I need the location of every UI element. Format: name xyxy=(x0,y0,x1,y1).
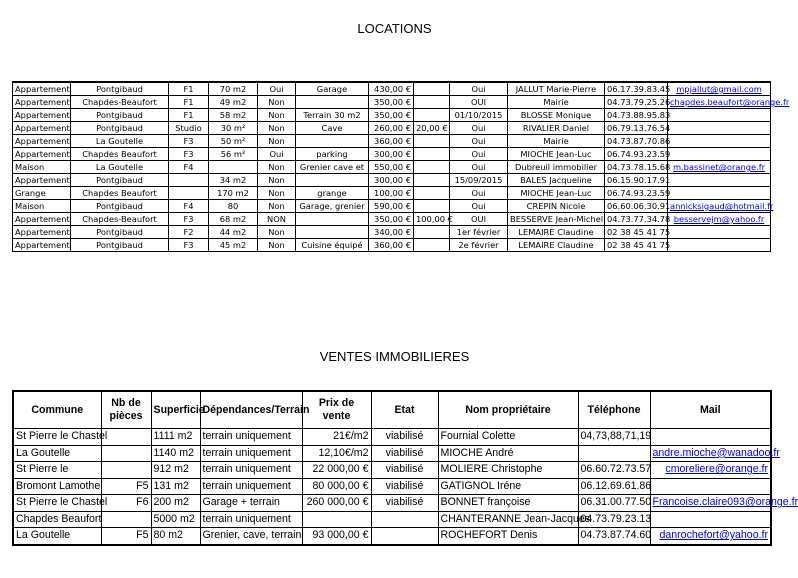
cell-phone: 06.31.00.77.50 xyxy=(578,495,650,512)
cell-furnished: Non xyxy=(258,200,296,213)
cell-commune: Bromont Lamothe xyxy=(13,478,101,495)
cell-dependencies xyxy=(296,226,369,239)
cell-rent: 340,00 € xyxy=(369,226,414,239)
cell-state: viabilisé xyxy=(371,478,438,495)
cell-phone: 06.60.72.73.57 xyxy=(578,462,650,479)
cell-owner: JALLUT Marie-Pierre xyxy=(508,82,605,96)
cell-surface: 131 m2 xyxy=(151,478,200,495)
cell-category: F2 xyxy=(169,226,209,239)
cell-email xyxy=(668,96,790,109)
cell-surface: 45 m2 xyxy=(209,239,258,252)
cell-type: Maison xyxy=(13,161,71,174)
cell-dependencies: terrain uniquement xyxy=(200,462,302,479)
cell-dependencies: Terrain 30 m2 xyxy=(296,109,369,122)
cell-commune: St Pierre le Chastel xyxy=(13,429,101,446)
cell-phone: 02 38 45 41 75 xyxy=(605,226,668,239)
cell-furnished: Non xyxy=(258,96,296,109)
cell-email xyxy=(668,200,774,213)
cell-dependencies: terrain uniquement xyxy=(200,511,302,528)
ventes-header-row xyxy=(13,391,771,429)
cell-rent: 300,00 € xyxy=(369,174,414,187)
cell-charges xyxy=(414,109,450,122)
cell-dependencies: grange xyxy=(296,187,369,200)
cell-commune: St Pierre le xyxy=(13,462,101,479)
cell-category: F3 xyxy=(169,135,209,148)
cell-availability: Oui xyxy=(450,148,508,161)
table-row xyxy=(13,226,771,239)
cell-owner: CREPIN Nicole xyxy=(508,200,605,213)
cell-email xyxy=(668,122,771,135)
cell-surface: 80 xyxy=(209,200,258,213)
column-header: Nom propriétaire xyxy=(438,391,578,429)
cell-phone: 04.73.87.74.60 xyxy=(578,528,650,545)
cell-phone: 04.73.87.70.86 xyxy=(605,135,668,148)
cell-price xyxy=(302,511,371,528)
table-row xyxy=(13,528,771,545)
cell-owner: MIOCHE André xyxy=(438,445,578,462)
cell-surface xyxy=(209,161,258,174)
cell-dependencies: Grenier, cave, terrain xyxy=(200,528,302,545)
cell-availability: Oui xyxy=(450,82,508,96)
cell-availability: OUI xyxy=(450,96,508,109)
cell-email xyxy=(650,511,771,528)
cell-surface: 49 m2 xyxy=(209,96,258,109)
email-link[interactable]: Francoise.claire093@orange.fr xyxy=(652,496,798,509)
cell-email xyxy=(668,239,771,252)
cell-dependencies: parking xyxy=(296,148,369,161)
table-row xyxy=(13,135,771,148)
column-header: Commune xyxy=(13,391,101,429)
cell-furnished: NON xyxy=(258,213,296,226)
cell-type: Appartement xyxy=(13,82,71,96)
cell-surface: 912 m2 xyxy=(151,462,200,479)
cell-rent: 590,00 € xyxy=(369,200,414,213)
cell-phone: 04.73.88.95.83 xyxy=(605,109,668,122)
cell-rooms xyxy=(101,511,151,528)
cell-email xyxy=(668,213,771,226)
cell-rent: 350,00 € xyxy=(369,213,414,226)
cell-type: Appartement xyxy=(13,96,71,109)
cell-owner: MIOCHE Jean-Luc xyxy=(508,187,605,200)
cell-commune: Pontgibaud xyxy=(71,226,169,239)
cell-type: Appartement xyxy=(13,174,71,187)
cell-commune: La Goutelle xyxy=(71,135,169,148)
cell-owner: LEMAIRE Claudine xyxy=(508,239,605,252)
cell-state: viabilisé xyxy=(371,495,438,512)
cell-owner: BONNET françoise xyxy=(438,495,578,512)
cell-charges xyxy=(414,82,450,96)
ventes-title: VENTES IMMOBILIERES xyxy=(319,349,470,364)
table-row xyxy=(13,109,771,122)
cell-price: 21€/m2 xyxy=(302,429,371,446)
cell-dependencies xyxy=(296,174,369,187)
cell-rent: 260,00 € xyxy=(369,122,414,135)
table-row xyxy=(13,445,771,462)
cell-owner: CHANTERANNE Jean-Jacques xyxy=(438,511,578,528)
cell-surface: 44 m2 xyxy=(209,226,258,239)
cell-furnished: Non xyxy=(258,239,296,252)
cell-email xyxy=(668,109,771,122)
email-link[interactable]: chapdes.beaufort@orange.fr xyxy=(670,97,790,107)
email-link[interactable]: cmoreliere@orange.fr xyxy=(665,463,768,476)
cell-availability: Oui xyxy=(450,135,508,148)
cell-state: viabilisé xyxy=(371,445,438,462)
cell-commune: Pontgibaud xyxy=(71,174,169,187)
cell-availability: 1er février xyxy=(450,226,508,239)
cell-charges xyxy=(414,135,450,148)
cell-surface: 56 m² xyxy=(209,148,258,161)
cell-furnished: Non xyxy=(258,174,296,187)
cell-charges xyxy=(414,148,450,161)
cell-furnished: Oui xyxy=(258,148,296,161)
cell-rooms: F5 xyxy=(101,478,151,495)
cell-owner: GATIGNOL Iréne xyxy=(438,478,578,495)
cell-charges xyxy=(414,187,450,200)
cell-email xyxy=(668,135,771,148)
table-row xyxy=(13,148,771,161)
cell-rent: 300,00 € xyxy=(369,148,414,161)
cell-email xyxy=(650,478,771,495)
cell-phone: 04.73.77.34.78 xyxy=(605,213,668,226)
cell-availability: OUI xyxy=(450,213,508,226)
cell-charges xyxy=(414,226,450,239)
cell-rent: 100,00 € xyxy=(369,187,414,200)
cell-availability: 15/09/2015 xyxy=(450,174,508,187)
cell-commune: Chapdes Beaufort xyxy=(71,148,169,161)
column-header: Prix de vente xyxy=(302,391,371,429)
cell-commune: Chapdes-Beaufort xyxy=(71,96,169,109)
email-link[interactable]: besservejm@yahoo.fr xyxy=(673,214,765,224)
cell-price: 260 000,00 € xyxy=(302,495,371,512)
table-row xyxy=(13,213,771,226)
cell-type: Appartement xyxy=(13,148,71,161)
cell-commune: St Pierre le Chastel xyxy=(13,495,101,512)
cell-price: 93 000,00 € xyxy=(302,528,371,545)
column-header: Nb de pièces xyxy=(101,391,151,429)
cell-rent: 430,00 € xyxy=(369,82,414,96)
cell-phone: 04.73.79.23.13 xyxy=(578,511,650,528)
cell-email xyxy=(650,528,771,545)
cell-furnished: Non xyxy=(258,109,296,122)
table-row xyxy=(13,82,771,96)
cell-type: Maison xyxy=(13,200,71,213)
cell-surface: 34 m2 xyxy=(209,174,258,187)
cell-email xyxy=(650,495,798,512)
table-row xyxy=(13,96,771,109)
ventes-table xyxy=(12,390,798,546)
cell-email xyxy=(668,226,771,239)
cell-surface: 70 m2 xyxy=(209,82,258,96)
cell-availability: Oui xyxy=(450,122,508,135)
cell-state xyxy=(371,528,438,545)
cell-availability: Oui xyxy=(450,200,508,213)
cell-email xyxy=(650,429,771,446)
cell-rooms xyxy=(101,445,151,462)
cell-commune: La Goutelle xyxy=(13,528,101,545)
column-header: Mail xyxy=(650,391,771,429)
cell-price: 12,10€/m2 xyxy=(302,445,371,462)
cell-commune: Chapdes-Beaufort xyxy=(71,213,169,226)
cell-charges xyxy=(414,174,450,187)
cell-availability: Oui xyxy=(450,187,508,200)
cell-availability: 01/10/2015 xyxy=(450,109,508,122)
cell-charges xyxy=(414,239,450,252)
cell-commune: Pontgibaud xyxy=(71,239,169,252)
cell-dependencies: terrain uniquement xyxy=(200,478,302,495)
cell-owner: Mairie xyxy=(508,96,605,109)
cell-phone: 06.60.06.30.91 xyxy=(605,200,668,213)
cell-owner: ROCHEFORT Denis xyxy=(438,528,578,545)
cell-surface: 1111 m2 xyxy=(151,429,200,446)
table-row xyxy=(13,478,771,495)
cell-surface: 200 m2 xyxy=(151,495,200,512)
email-link[interactable]: danrochefort@yahoo.fr xyxy=(659,529,768,542)
cell-phone: 04,73,88,71,19 xyxy=(578,429,650,446)
cell-furnished: Non xyxy=(258,226,296,239)
cell-category: F4 xyxy=(169,161,209,174)
cell-email xyxy=(650,445,780,462)
cell-rent: 550,00 € xyxy=(369,161,414,174)
cell-commune: La Goutelle xyxy=(71,161,169,174)
cell-dependencies xyxy=(296,96,369,109)
cell-dependencies xyxy=(296,213,369,226)
column-header: Superficie xyxy=(151,391,200,429)
cell-email xyxy=(650,462,771,479)
table-row xyxy=(13,462,771,479)
cell-charges: 100,00 € xyxy=(414,213,450,226)
cell-commune: La Goutelle xyxy=(13,445,101,462)
cell-type: Appartement xyxy=(13,135,71,148)
table-row xyxy=(13,187,771,200)
column-header: Etat xyxy=(371,391,438,429)
table-row xyxy=(13,239,771,252)
cell-state xyxy=(371,511,438,528)
cell-price: 80 000,00 € xyxy=(302,478,371,495)
cell-dependencies: Grenier cave et xyxy=(296,161,369,174)
email-link[interactable]: m.bassinet@orange.fr xyxy=(672,162,766,172)
cell-availability: 2e février xyxy=(450,239,508,252)
cell-commune: Chapdes Beaufort xyxy=(71,187,169,200)
cell-owner: Fournial Colette xyxy=(438,429,578,446)
cell-owner: RIVALIER Daniel xyxy=(508,122,605,135)
cell-owner: Dubreuil immobilier xyxy=(508,161,605,174)
table-row xyxy=(13,200,771,213)
table-row xyxy=(13,122,771,135)
cell-furnished: Non xyxy=(258,122,296,135)
email-link[interactable]: mpjallut@gmail.com xyxy=(676,84,762,94)
cell-phone: 04.73.79.25.26 xyxy=(605,96,668,109)
cell-phone: 04.73.78.15.68 xyxy=(605,161,668,174)
cell-dependencies: Cave xyxy=(296,122,369,135)
cell-phone: 06.15.90.17.91 xyxy=(605,174,668,187)
cell-surface: 58 m2 xyxy=(209,109,258,122)
cell-rooms xyxy=(101,462,151,479)
cell-owner: MOLIERE Christophe xyxy=(438,462,578,479)
cell-owner: LEMAIRE Claudine xyxy=(508,226,605,239)
cell-furnished: Non xyxy=(258,187,296,200)
cell-dependencies xyxy=(296,135,369,148)
cell-type: Appartement xyxy=(13,226,71,239)
cell-surface: 30 m² xyxy=(209,122,258,135)
cell-surface: 50 m² xyxy=(209,135,258,148)
locations-title: LOCATIONS xyxy=(357,21,432,36)
cell-commune: Chapdes Beaufort xyxy=(13,511,101,528)
table-row xyxy=(13,174,771,187)
cell-phone: 06.12.69.61.86 xyxy=(578,478,650,495)
cell-rent: 350,00 € xyxy=(369,96,414,109)
cell-dependencies: Garage + terrain xyxy=(200,495,302,512)
cell-email xyxy=(668,82,771,96)
cell-phone: 06.79.13.76.54 xyxy=(605,122,668,135)
cell-email xyxy=(668,187,771,200)
email-link[interactable]: annicksigaud@hotmail.fr xyxy=(670,201,774,211)
cell-availability: Oui xyxy=(450,161,508,174)
cell-owner: Mairie xyxy=(508,135,605,148)
cell-category: Studio xyxy=(169,122,209,135)
cell-commune: Pontgibaud xyxy=(71,109,169,122)
cell-furnished: Non xyxy=(258,161,296,174)
cell-email xyxy=(668,174,771,187)
cell-charges: 20,00 € xyxy=(414,122,450,135)
cell-category: F1 xyxy=(169,109,209,122)
cell-charges xyxy=(414,96,450,109)
cell-type: Appartement xyxy=(13,122,71,135)
cell-owner: MIOCHE Jean-Luc xyxy=(508,148,605,161)
cell-category: F3 xyxy=(169,239,209,252)
cell-type: Grange xyxy=(13,187,71,200)
cell-phone: 02 38 45 41 75 xyxy=(605,239,668,252)
cell-charges xyxy=(414,161,450,174)
cell-furnished: Non xyxy=(258,135,296,148)
column-header: Dépendances/Terrain xyxy=(200,391,302,429)
table-row xyxy=(13,495,771,512)
cell-rent: 360,00 € xyxy=(369,239,414,252)
column-header: Téléphone xyxy=(578,391,650,429)
cell-category xyxy=(169,187,209,200)
cell-dependencies: terrain uniquement xyxy=(200,429,302,446)
cell-type: Appartement xyxy=(13,213,71,226)
cell-phone: 06.74.93.23.59 xyxy=(605,187,668,200)
cell-phone: 06.74.93.23.59 xyxy=(605,148,668,161)
cell-surface: 5000 m2 xyxy=(151,511,200,528)
cell-category: F1 xyxy=(169,96,209,109)
cell-category: F3 xyxy=(169,213,209,226)
cell-surface: 1140 m2 xyxy=(151,445,200,462)
cell-surface: 170 m2 xyxy=(209,187,258,200)
cell-email xyxy=(668,161,771,174)
cell-owner: BESSERVE Jean-Michel xyxy=(508,213,605,226)
cell-owner: BALES Jacqueline xyxy=(508,174,605,187)
cell-category: F1 xyxy=(169,82,209,96)
cell-commune: Pontgibaud xyxy=(71,200,169,213)
cell-furnished: Oui xyxy=(258,82,296,96)
cell-category: F3 xyxy=(169,148,209,161)
cell-rent: 350,00 € xyxy=(369,109,414,122)
cell-commune: Pontgibaud xyxy=(71,82,169,96)
cell-charges xyxy=(414,200,450,213)
cell-phone xyxy=(578,445,650,462)
cell-rooms: F5 xyxy=(101,528,151,545)
table-row xyxy=(13,161,771,174)
table-row xyxy=(13,511,771,528)
cell-dependencies: terrain uniquement xyxy=(200,445,302,462)
cell-dependencies: Garage, grenier xyxy=(296,200,369,213)
cell-state: viabilisé xyxy=(371,462,438,479)
cell-type: Appartement xyxy=(13,239,71,252)
cell-rooms xyxy=(101,429,151,446)
cell-owner: BLOSSE Monique xyxy=(508,109,605,122)
cell-price: 22 000,00 € xyxy=(302,462,371,479)
cell-phone: 06.17.39.83.45 xyxy=(605,82,668,96)
cell-surface: 68 m2 xyxy=(209,213,258,226)
cell-category: F4 xyxy=(169,200,209,213)
cell-rooms: F6 xyxy=(101,495,151,512)
cell-category xyxy=(169,174,209,187)
cell-email xyxy=(668,148,771,161)
locations-table xyxy=(12,81,790,252)
email-link[interactable]: andre.mioche@wanadoo.fr xyxy=(652,446,780,459)
cell-surface: 80 m2 xyxy=(151,528,200,545)
cell-dependencies: Cuisine équipé xyxy=(296,239,369,252)
cell-dependencies: Garage xyxy=(296,82,369,96)
cell-state: viabilisé xyxy=(371,429,438,446)
cell-commune: Pontgibaud xyxy=(71,122,169,135)
cell-rent: 360,00 € xyxy=(369,135,414,148)
table-row xyxy=(13,429,771,446)
cell-type: Appartement xyxy=(13,109,71,122)
